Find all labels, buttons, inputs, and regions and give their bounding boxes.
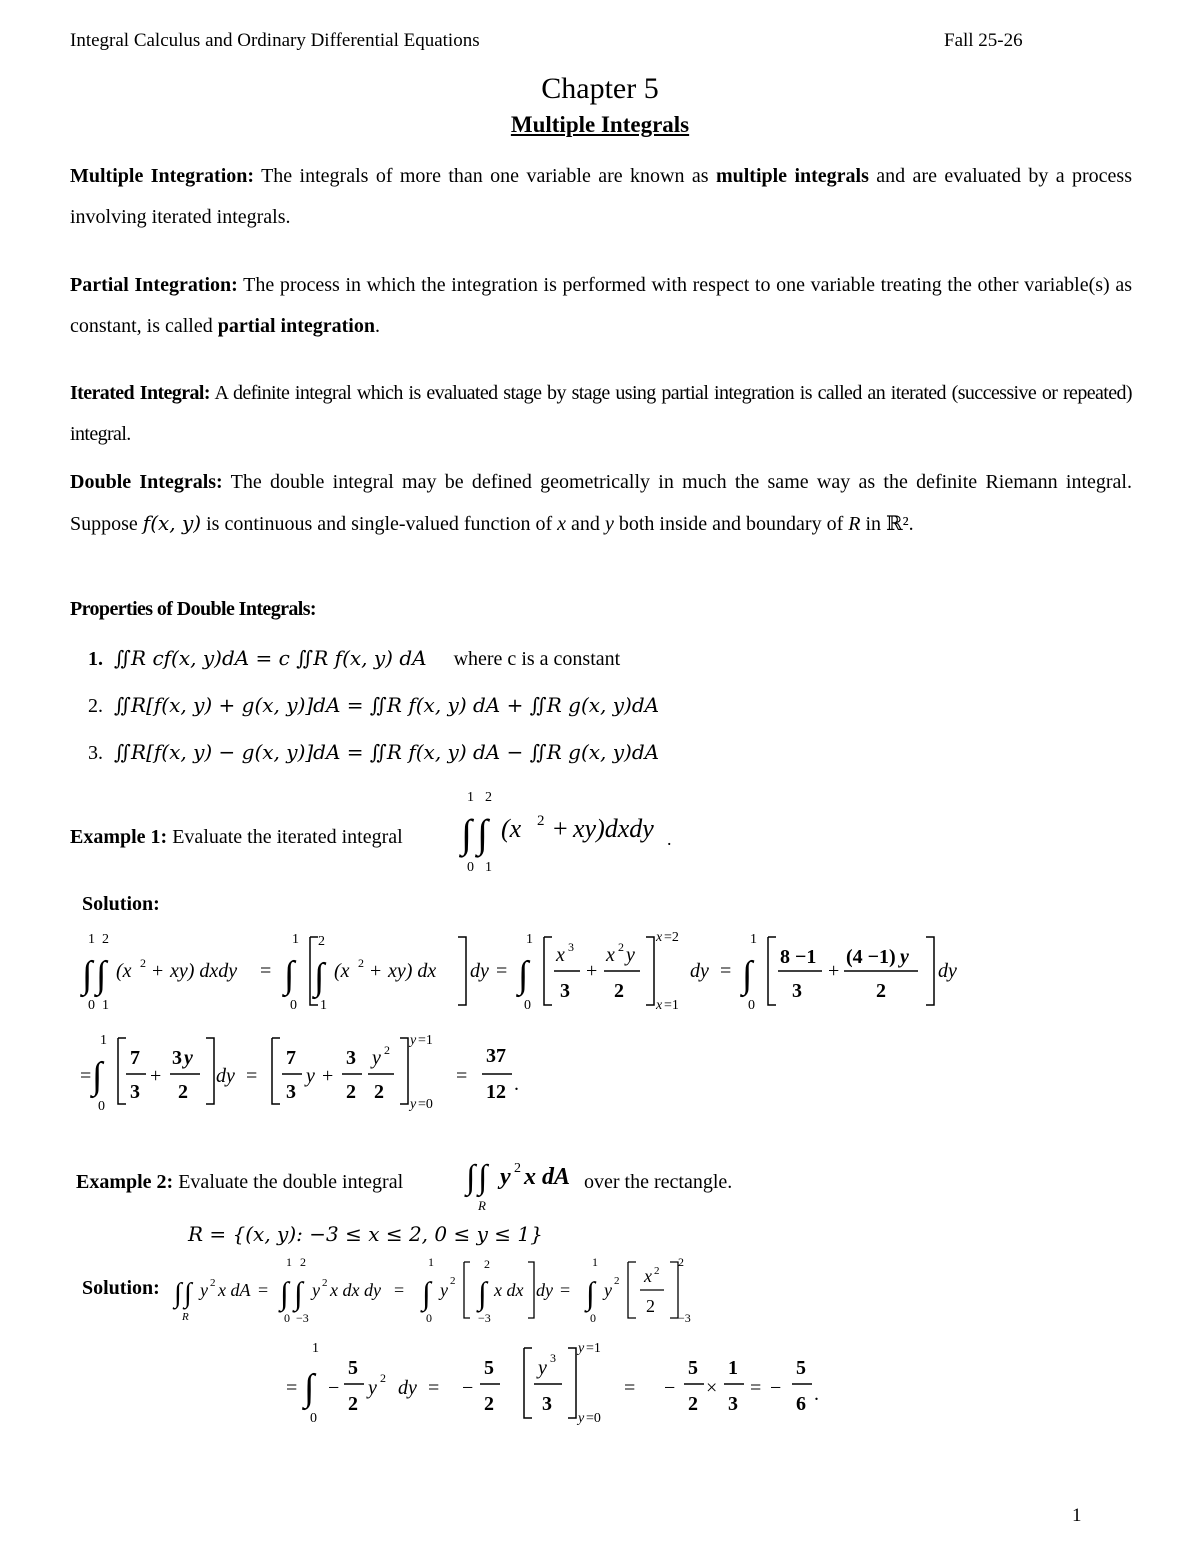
svg-text:∫: ∫ <box>304 1367 315 1409</box>
svg-text:dy: dy <box>938 960 957 982</box>
svg-text:2: 2 <box>618 940 624 954</box>
svg-text:∫: ∫ <box>280 1275 289 1311</box>
svg-text:−3: −3 <box>678 1311 691 1325</box>
example-1-solution-label: Solution: <box>82 893 160 915</box>
svg-text:+: + <box>553 814 568 843</box>
svg-text:=: = <box>428 1377 440 1399</box>
svg-text:1: 1 <box>88 932 95 947</box>
svg-text:3: 3 <box>550 1351 556 1365</box>
svg-text:R: R <box>182 1311 189 1323</box>
svg-text:∫: ∫ <box>518 954 529 996</box>
svg-text:+: + <box>322 1065 334 1087</box>
property-note: where c is a constant <box>453 648 621 670</box>
svg-text:−: − <box>328 1377 340 1399</box>
svg-text:.: . <box>814 1383 819 1405</box>
svg-text:0: 0 <box>426 1311 432 1325</box>
svg-text:x: x <box>556 944 565 966</box>
svg-text:2: 2 <box>210 1277 216 1289</box>
example-label: Example 1: <box>70 826 168 848</box>
example-1-integral <box>455 785 695 875</box>
svg-text:x dA: x dA <box>524 1164 571 1190</box>
svg-text:y: y <box>604 1280 612 1300</box>
definition-term: Partial Integration: <box>70 274 238 296</box>
svg-text:3: 3 <box>792 980 802 1002</box>
svg-text:=: = <box>560 1280 571 1300</box>
svg-text:∫: ∫ <box>478 1275 487 1311</box>
svg-text:6: 6 <box>796 1393 806 1415</box>
svg-text:=: = <box>496 960 508 982</box>
svg-text:+: + <box>586 960 598 982</box>
svg-text:+: + <box>150 1065 162 1087</box>
svg-text:1: 1 <box>467 790 474 805</box>
svg-text:y: y <box>538 1357 547 1379</box>
definition-term: Multiple Integration: <box>70 165 255 187</box>
svg-text:2: 2 <box>140 956 146 970</box>
svg-text:(4 −1): (4 −1) <box>846 946 896 968</box>
svg-text:∫: ∫ <box>184 1278 192 1309</box>
svg-text:=0: =0 <box>418 1097 433 1112</box>
svg-text:dy: dy <box>216 1065 235 1087</box>
svg-text:∫: ∫ <box>92 1055 103 1097</box>
svg-text:∫: ∫ <box>466 1159 476 1196</box>
svg-text:y: y <box>440 1280 448 1300</box>
svg-text:5: 5 <box>796 1357 806 1379</box>
svg-text:∫: ∫ <box>478 1159 488 1196</box>
svg-text:2: 2 <box>384 1043 390 1057</box>
svg-text:x: x <box>644 1266 652 1286</box>
property-3 <box>88 740 659 765</box>
svg-text:x: x <box>656 930 663 945</box>
example-1-prompt: Example 1: Evaluate the iterated integral <box>70 826 403 848</box>
svg-text:∫: ∫ <box>284 954 295 996</box>
svg-text:1: 1 <box>526 932 533 947</box>
example-2-solution-line-2 <box>286 1338 846 1428</box>
svg-text:3: 3 <box>346 1047 356 1069</box>
svg-text:1: 1 <box>312 1341 319 1356</box>
svg-text:y: y <box>306 1065 315 1087</box>
svg-text:xy) dx: xy) dx <box>388 960 437 982</box>
svg-text:=: = <box>456 1065 468 1087</box>
svg-text:y: y <box>626 944 635 966</box>
svg-text:=: = <box>246 1065 258 1087</box>
property-number: 3. <box>88 742 103 764</box>
svg-text:y: y <box>578 1411 585 1426</box>
example-1-solution-line-2 <box>80 1030 600 1115</box>
svg-text:y: y <box>578 1341 585 1356</box>
svg-text:−3: −3 <box>478 1311 491 1325</box>
svg-text:2: 2 <box>484 1393 494 1415</box>
svg-text:1: 1 <box>100 1033 107 1048</box>
svg-text:=: = <box>80 1065 92 1087</box>
svg-text:y: y <box>312 1280 320 1300</box>
svg-text:=1: =1 <box>586 1341 601 1356</box>
property-formula: ∬R[f(x, y) + g(x, y)]dA = ∬R f(x, y) dA + ∬R g(x, y)dA <box>114 693 660 717</box>
svg-text:.: . <box>514 1073 519 1095</box>
svg-text:0: 0 <box>467 860 474 875</box>
svg-text:1: 1 <box>728 1357 738 1379</box>
svg-text:2: 2 <box>346 1081 356 1103</box>
svg-text:0: 0 <box>98 1099 105 1114</box>
svg-text:=: = <box>394 1280 405 1300</box>
svg-text:2: 2 <box>300 1255 306 1269</box>
svg-text:x dA: x dA <box>218 1280 251 1300</box>
svg-text:+: + <box>828 960 840 982</box>
svg-text:1: 1 <box>750 932 757 947</box>
svg-text:y: y <box>900 946 909 968</box>
svg-text:−: − <box>462 1377 474 1399</box>
svg-text:+: + <box>370 960 382 982</box>
svg-text:3: 3 <box>560 980 570 1002</box>
svg-text:3: 3 <box>728 1393 738 1415</box>
svg-text:∫: ∫ <box>174 1278 182 1309</box>
svg-text:∫: ∫ <box>314 956 325 998</box>
svg-text:y: y <box>410 1097 417 1112</box>
svg-text:0: 0 <box>590 1311 596 1325</box>
svg-text:.: . <box>667 829 672 849</box>
page-number: 1 <box>1072 1505 1082 1526</box>
example-2-region: R = {(x, y): −3 ≤ x ≤ 2, 0 ≤ y ≤ 1} <box>188 1222 543 1246</box>
svg-text:(x: (x <box>334 960 350 982</box>
svg-text:dy: dy <box>470 960 489 982</box>
svg-text:∫: ∫ <box>586 1275 595 1311</box>
definition-term: Double Integrals: <box>70 471 223 493</box>
svg-text:2: 2 <box>514 1161 521 1176</box>
svg-text:=2: =2 <box>664 930 679 945</box>
svg-text:R: R <box>478 1198 486 1213</box>
svg-text:y: y <box>410 1033 417 1048</box>
svg-text:=: = <box>624 1377 636 1399</box>
svg-text:∫: ∫ <box>96 954 107 996</box>
svg-text:3: 3 <box>542 1393 552 1415</box>
term-label: Fall 25-26 <box>944 30 1023 51</box>
svg-text:2: 2 <box>450 1275 456 1287</box>
svg-text:2: 2 <box>678 1255 684 1269</box>
svg-text:∫: ∫ <box>422 1275 431 1311</box>
svg-text:∫: ∫ <box>742 954 753 996</box>
svg-text:×: × <box>706 1377 718 1399</box>
svg-text:8 −1: 8 −1 <box>780 946 817 968</box>
svg-text:2: 2 <box>646 1296 655 1316</box>
svg-text:2: 2 <box>688 1393 698 1415</box>
svg-text:y: y <box>368 1377 377 1399</box>
svg-text:37: 37 <box>486 1045 506 1067</box>
example-2-prompt: Example 2: Evaluate the double integral <box>76 1171 404 1193</box>
svg-text:2: 2 <box>348 1393 358 1415</box>
svg-text:−: − <box>770 1377 782 1399</box>
svg-text:x: x <box>606 944 615 966</box>
svg-text:0: 0 <box>310 1411 317 1426</box>
property-formula: ∬R[f(x, y) − g(x, y)]dA = ∬R f(x, y) dA − ∬R g(x, y)dA <box>114 740 660 764</box>
svg-text:2: 2 <box>374 1081 384 1103</box>
svg-text:=: = <box>260 960 272 982</box>
property-2 <box>88 693 659 718</box>
double-integrals-definition: Double Integrals: The double integral may be defined geometrically in much the same way as the definite Riemann integral. Suppose f(x, y) is continuous and single-valued function of x and y both inside and boundary of R in ℝ². <box>70 471 1132 535</box>
properties-heading: Properties of Double Integrals: <box>70 598 316 620</box>
svg-text:5: 5 <box>348 1357 358 1379</box>
svg-text:2: 2 <box>614 1275 620 1287</box>
svg-text:xy) dxdy: xy) dxdy <box>170 960 238 982</box>
svg-text:2: 2 <box>654 1265 660 1277</box>
svg-text:x dx: x dx <box>494 1280 524 1300</box>
svg-text:1: 1 <box>286 1255 292 1269</box>
svg-text:1: 1 <box>485 860 492 875</box>
svg-text:0: 0 <box>284 1311 290 1325</box>
svg-text:=: = <box>750 1377 762 1399</box>
svg-text:(x: (x <box>116 960 132 982</box>
svg-text:xy)dxdy: xy)dxdy <box>573 814 654 843</box>
svg-text:x: x <box>656 998 663 1013</box>
svg-text:3: 3 <box>130 1081 140 1103</box>
example-2-integral <box>464 1142 588 1214</box>
partial-integration-definition: Partial Integration: The process in which the integration is performed with respect to one variable treating the other variable(s) as constant, is called partial integration. <box>70 274 1133 337</box>
function-fxy: f(x, y) <box>142 511 202 535</box>
svg-text:2: 2 <box>178 1081 188 1103</box>
property-1 <box>88 646 620 671</box>
svg-text:−3: −3 <box>296 1311 309 1325</box>
svg-text:(x: (x <box>501 814 522 843</box>
property-number: 1. <box>88 648 103 670</box>
svg-text:dy: dy <box>536 1280 553 1300</box>
svg-text:dy: dy <box>398 1377 417 1399</box>
svg-text:dy: dy <box>690 960 709 982</box>
svg-text:1: 1 <box>292 932 299 947</box>
svg-text:2: 2 <box>102 932 109 947</box>
svg-text:x dx dy: x dx dy <box>330 1280 381 1300</box>
svg-text:∫: ∫ <box>477 811 488 856</box>
svg-text:=0: =0 <box>586 1411 601 1426</box>
svg-text:1: 1 <box>102 998 109 1013</box>
svg-text:+: + <box>152 960 164 982</box>
svg-text:2: 2 <box>358 956 364 970</box>
svg-text:7: 7 <box>286 1047 296 1069</box>
definition-term: Iterated Integral: <box>70 382 210 404</box>
svg-text:2: 2 <box>484 1257 490 1271</box>
svg-text:y: y <box>500 1164 511 1190</box>
chapter-number: Chapter 5 <box>541 72 659 105</box>
svg-text:=: = <box>258 1280 269 1300</box>
property-number: 2. <box>88 695 103 717</box>
svg-text:2: 2 <box>380 1371 386 1385</box>
svg-text:2: 2 <box>318 934 325 949</box>
example-1-solution-line-1 <box>80 925 1140 1020</box>
svg-text:5: 5 <box>688 1357 698 1379</box>
svg-text:−: − <box>664 1377 676 1399</box>
svg-text:7: 7 <box>130 1047 140 1069</box>
svg-text:5: 5 <box>484 1357 494 1379</box>
example-label: Example 2: <box>76 1171 174 1193</box>
svg-text:y: y <box>200 1280 208 1300</box>
svg-text:2: 2 <box>485 790 492 805</box>
svg-text:3: 3 <box>286 1081 296 1103</box>
multiple-integration-definition: Multiple Integration: The integrals of more than one variable are known as multiple integrals and are evaluated by a process involving iterated integrals. <box>70 165 1132 228</box>
svg-text:2: 2 <box>876 980 886 1002</box>
svg-text:0: 0 <box>524 998 531 1013</box>
property-formula: ∬R cf(x, y)dA = c ∬R f(x, y) dA <box>114 646 427 670</box>
svg-text:3: 3 <box>172 1047 182 1069</box>
iterated-integral-definition: Iterated Integral: A definite integral which is evaluated stage by stage using partial integration is called an iterated (successive or repeated) integral. <box>70 382 1132 445</box>
svg-text:0: 0 <box>748 998 755 1013</box>
example-2-solution-label: Solution: <box>82 1277 160 1299</box>
svg-text:2: 2 <box>537 813 545 829</box>
chapter-title: Multiple Integrals <box>510 112 690 137</box>
svg-text:3: 3 <box>568 940 574 954</box>
svg-text:0: 0 <box>88 998 95 1013</box>
svg-text:y: y <box>372 1047 381 1069</box>
svg-text:0: 0 <box>290 998 297 1013</box>
svg-text:∫: ∫ <box>82 954 93 996</box>
svg-text:y: y <box>184 1047 193 1069</box>
svg-text:=: = <box>286 1377 298 1399</box>
svg-text:1: 1 <box>320 998 327 1013</box>
svg-text:2: 2 <box>322 1277 328 1289</box>
svg-text:2: 2 <box>614 980 624 1002</box>
example-2-solution-line-1 <box>172 1252 712 1332</box>
svg-text:∫: ∫ <box>294 1275 303 1311</box>
svg-text:=: = <box>720 960 732 982</box>
svg-text:∫: ∫ <box>461 811 472 856</box>
svg-text:1: 1 <box>592 1255 598 1269</box>
example-2-suffix: over the rectangle. <box>584 1171 733 1193</box>
svg-text:12: 12 <box>486 1081 506 1103</box>
svg-text:=1: =1 <box>664 998 679 1013</box>
course-title: Integral Calculus and Ordinary Differential Equations <box>70 30 480 51</box>
svg-text:1: 1 <box>428 1255 434 1269</box>
svg-text:=1: =1 <box>418 1033 433 1048</box>
